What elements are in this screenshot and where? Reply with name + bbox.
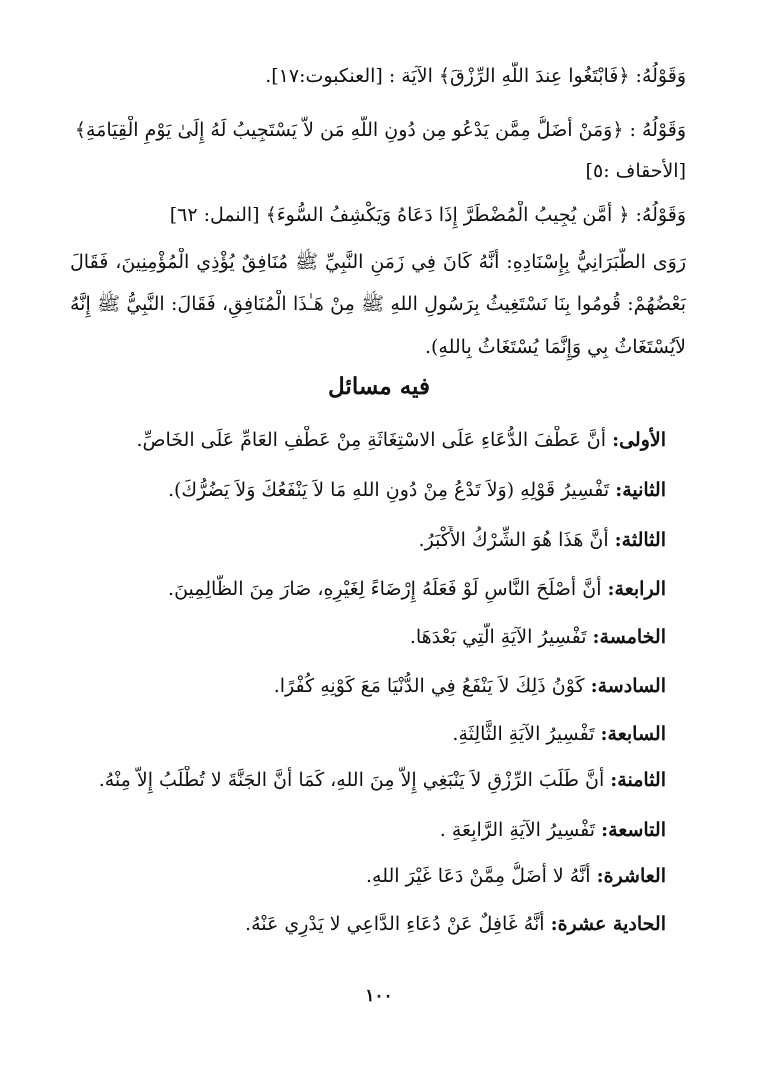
issue-4 <box>80 575 666 603</box>
issue-label: الأولى: <box>612 429 666 451</box>
issue-label: الثانية: <box>615 479 666 501</box>
issue-2 <box>80 476 666 504</box>
issue-11 <box>80 910 666 938</box>
issue-label: الثالثة: <box>614 529 666 551</box>
issue-text: تَفْسِيرُ الآيَةِ الَّتِي بَعْدَهَا. <box>409 626 593 648</box>
issue-text: أَنَّ طَلَبَ الرِّزْقِ لاَ يَنْبَغِي إِلاَّ مِنَ اللهِ، كَمَا أَنَّ الجَنَّةَ لا تُطْلَبُ إِلاَّ مِنْهُ. <box>98 769 611 791</box>
issue-text: أَنَّ عَطْفَ الدُّعَاءِ عَلَى الاسْتِغَاثَةِ مِنْ عَطْفِ العَامِّ عَلَى الخَاصِّ. <box>136 429 613 451</box>
issue-1 <box>80 426 666 454</box>
quote-ahqaf: وَقَوْلُهُ : ﴿وَمَنْ أَضَلُّ مِمَّن يَدْعُو مِن دُونِ اللَّهِ مَن لاَّ يَسْتَجِيبُ لَهُ إِلَىٰ يَوْمِ الْقِيَامَةِ﴾ <box>74 119 686 141</box>
issue-8 <box>80 766 666 794</box>
issue-text: تَفْسِيرُ الآيَةِ الرَّابِعَةِ . <box>439 819 602 841</box>
issue-text: كَوْنُ ذَلِكَ لاَ يَنْفَعُ فِي الدُّنْيَا مَعَ كَوْنِهِ كُفْرًا. <box>273 675 591 697</box>
issue-6 <box>80 672 666 700</box>
page-number: ١٠٠ <box>365 986 393 1006</box>
issue-label: الحادية عشرة: <box>550 913 666 935</box>
issue-label: التاسعة: <box>601 819 666 841</box>
issue-text: تَفْسِيرُ الآيَةِ الثَّالِثَةِ. <box>452 723 601 745</box>
issue-9 <box>80 816 666 844</box>
quote-naml: وَقَوْلُهُ: ﴿ أَمَّن يُجِيبُ الْمُضْطَرَّ إِذَا دَعَاهُ وَيَكْشِفُ السُّوءَ﴾ [النمل: ٦٢] <box>169 204 686 226</box>
issue-10 <box>80 862 666 890</box>
issue-text: أَنَّ أَصْلَحَ النَّاسِ لَوْ فَعَلَهُ إِرْضَاءً لِغَيْرِهِ، صَارَ مِنَ الظَّالِمِينَ. <box>168 578 608 600</box>
issue-label: الثامنة: <box>610 769 666 791</box>
issue-label: السادسة: <box>590 675 666 697</box>
section-heading: فيه مسائل <box>328 373 430 400</box>
issue-label: الرابعة: <box>607 578 666 600</box>
hadith-line-1: رَوَى الطَّبَرَانِيُّ بِإِسْنَادِهِ: أَنَّهُ كَانَ فِي زَمَنِ النَّبِيِّ ﷺ مُنَافِقٌ يُؤْذِي الْمُؤْمِنِينَ، فَقَالَ <box>70 251 686 273</box>
hadith-line-3: لاَيُسْتَغَاثُ بِي وَإِنَّمَا يُسْتَغَاثُ بِاللهِ). <box>424 336 686 358</box>
issue-7 <box>80 720 666 748</box>
hadith-line-2: بَعْضُهُمْ: قُومُوا بِنَا نَسْتَغِيثُ بِرَسُولِ اللهِ ﷺ مِنْ هَـٰذَا الْمُنَافِقِ، فَقَالَ: النَّبِيُّ ﷺ إِنَّهُ <box>70 293 686 315</box>
issue-5 <box>80 623 666 651</box>
quote-ankabut: وَقَوْلُهُ: ﴿فَابْتَغُوا عِندَ اللَّهِ الرِّزْقَ﴾ الآيَة : [العنكبوت:١٧]. <box>265 65 686 87</box>
issue-text: أَنَّ هَذَا هُوَ الشِّرْكُ الأَكْبَرُ. <box>418 529 615 551</box>
issue-label: الخامسة: <box>592 626 666 648</box>
quote-ahqaf-ref: [الأحقاف :٥] <box>585 160 686 182</box>
issue-3 <box>80 526 666 554</box>
issue-label: العاشرة: <box>596 865 666 887</box>
issue-text: تَفْسِيرُ قَوْلِهِ (وَلاَ تَدْعُ مِنْ دُونِ اللهِ مَا لاَ يَنْفَعُكَ وَلاَ يَضُرُّكَ). <box>167 479 616 501</box>
issue-text: أَنَّهُ لا أَضَلُّ مِمَّنْ دَعَا غَيْرَ اللهِ. <box>365 865 597 887</box>
issue-text: أَنَّهُ غَافِلٌ عَنْ دُعَاءِ الدَّاعِي لا يَدْرِي عَنْهُ. <box>245 913 551 935</box>
issue-label: السابعة: <box>600 723 666 745</box>
